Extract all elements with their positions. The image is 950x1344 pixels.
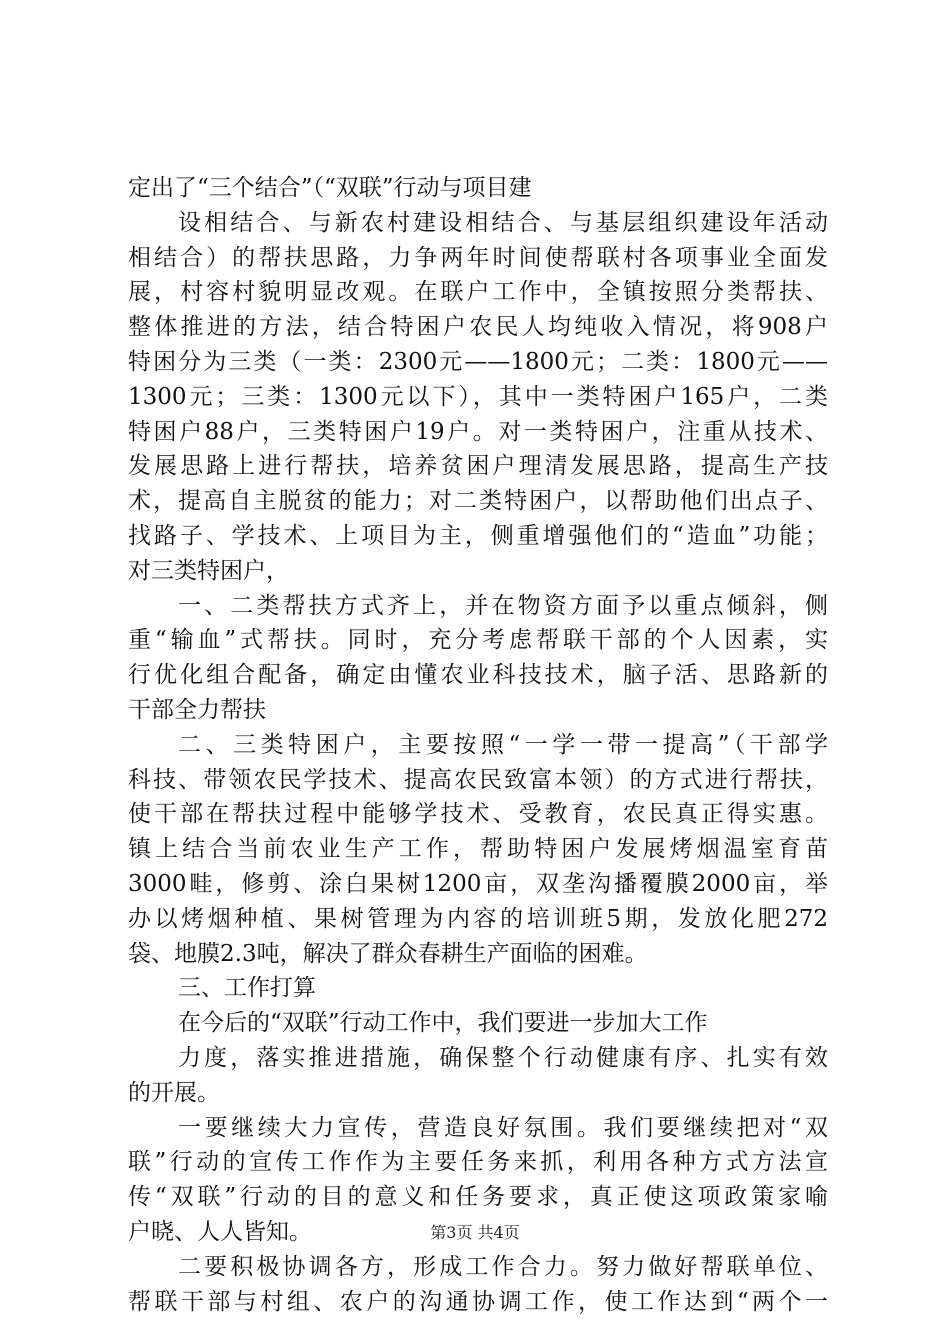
text-line: 三、工作打算 <box>178 975 316 1002</box>
text-line: 干部全力帮扶 <box>128 696 266 723</box>
text-line: 术，提高自主脱贫的能力；对二类特困户，以帮助他们出点子、 <box>128 488 828 515</box>
text-line: 传“双联”行动的目的意义和任务要求，真正使这项政策家喻 <box>128 1184 828 1211</box>
text-line: 在今后的“双联”行动工作中，我们要进一步加大工作 <box>178 1010 708 1037</box>
text-line: 特困户88户，三类特困户19户。对一类特困户，注重从技术、 <box>128 418 828 445</box>
text-line: 户晓、人人皆知。 <box>128 1218 312 1245</box>
text-line: 二、三类特困户，主要按照“一学一带一提高”（干部学 <box>178 731 828 758</box>
text-line: 一要继续大力宣传，营造良好氛围。我们要继续把对“双 <box>178 1114 828 1141</box>
text-line: 定出了“三个结合”（“双联”行动与项目建 <box>128 175 532 201</box>
text-line: 一、二类帮扶方式齐上，并在物资方面予以重点倾斜，侧 <box>178 592 828 619</box>
text-line: 使干部在帮扶过程中能够学技术、受教育，农民真正得实惠。 <box>128 801 828 828</box>
text-line: 科技、带领农民学技术、提高农民致富本领）的方式进行帮扶， <box>128 766 828 793</box>
text-line: 二要积极协调各方，形成工作合力。努力做好帮联单位、 <box>178 1253 828 1280</box>
text-line: 相结合）的帮扶思路，力争两年时间使帮联村各项事业全面发 <box>128 244 828 271</box>
text-line: 力度，落实推进措施，确保整个行动健康有序、扎实有效 <box>178 1044 828 1071</box>
text-line: 办以烤烟种植、果树管理为内容的培训班5期，发放化肥272 <box>128 905 828 932</box>
text-line: 的开展。 <box>128 1079 220 1106</box>
page-footer: 第3页 共4页 <box>430 1223 520 1242</box>
text-line: 发展思路上进行帮扶，培养贫困户理清发展思路，提高生产技 <box>128 453 828 480</box>
text-line: 找路子、学技术、上项目为主，侧重增强他们的“造血”功能； <box>128 522 828 549</box>
text-line: 1300元；三类：1300元以下），其中一类特困户165户，二类 <box>128 383 828 410</box>
text-line: 袋、地膜2.3吨，解决了群众春耕生产面临的困难。 <box>128 940 648 967</box>
text-line: 重“输血”式帮扶。同时，充分考虑帮联干部的个人因素，实 <box>128 627 828 654</box>
text-line: 对三类特困户， <box>128 557 289 584</box>
body-text <box>128 171 828 1319</box>
text-line: 设相结合、与新农村建设相结合、与基层组织建设年活动 <box>178 209 828 236</box>
text-line: 联”行动的宣传工作作为主要任务来抓，利用各种方式方法宣 <box>128 1149 828 1176</box>
text-line: 镇上结合当前农业生产工作，帮助特困户发展烤烟温室育苗 <box>128 836 828 863</box>
text-line: 特困分为三类（一类：2300元——1800元；二类：1800元—— <box>128 348 828 375</box>
text-line: 3000畦，修剪、涂白果树1200亩，双垄沟播覆膜2000亩，举 <box>128 870 828 897</box>
text-line: 整体推进的方法，结合特困户农民人均纯收入情况，将908户 <box>128 314 828 341</box>
text-line: 展，村容村貌明显改观。在联户工作中，全镇按照分类帮扶、 <box>128 279 828 306</box>
text-line: 帮联干部与村组、农户的沟通协调工作，使工作达到“两个一 <box>128 1288 828 1315</box>
text-line: 行优化组合配备，确定由懂农业科技技术，脑子活、思路新的 <box>128 662 828 689</box>
